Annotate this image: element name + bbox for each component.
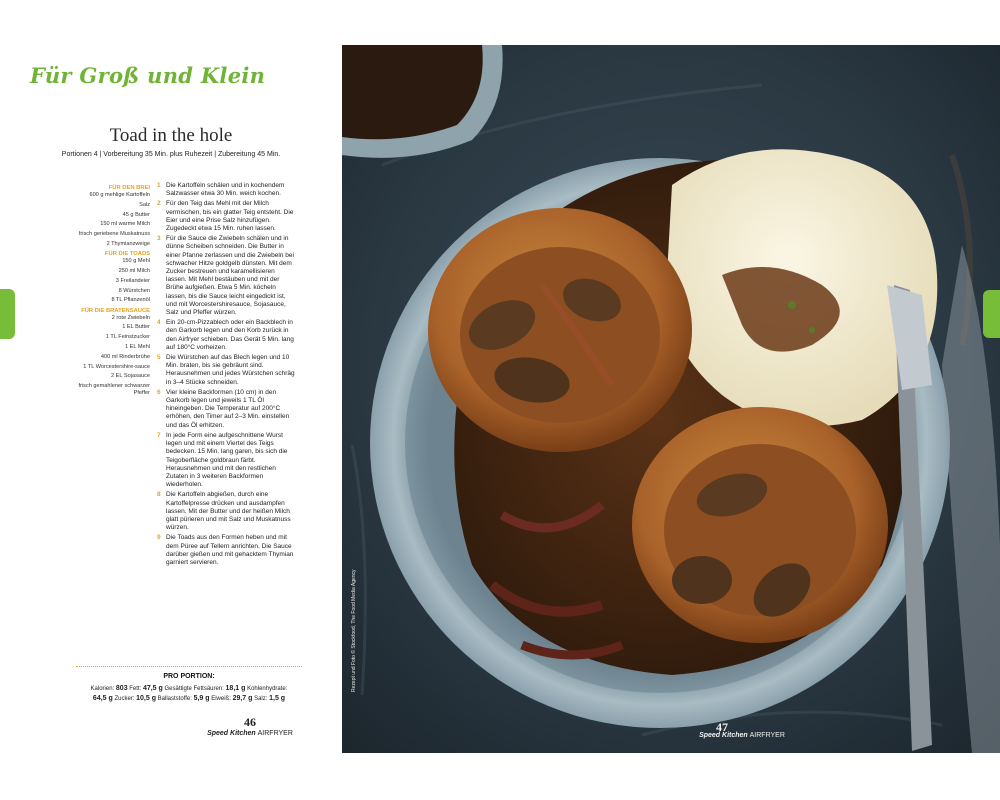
method-step [157, 491, 295, 532]
recipe-meta: Portionen 4 | Vorbereitung 35 Min. plus Ruhezeit | Zubereitung 45 Min. [61, 151, 281, 158]
ingredient-item: frisch gemahlener schwarzer Pfeffer [78, 383, 150, 397]
method-step [157, 235, 295, 317]
ingredient-group-header: FÜR DIE TOADS [105, 251, 150, 258]
ingredient-item: 2 rote Zwiebeln [111, 314, 150, 321]
ingredient-item: 600 g mehlige Kartoffeln [89, 192, 150, 198]
nutrition-line-1 [76, 685, 302, 692]
footer-brand: Speed Kitchen [207, 730, 256, 737]
step-number: 8 [157, 491, 161, 499]
right-page [342, 45, 1000, 753]
ingredient-item: 1 TL Feinstzucker [105, 334, 150, 341]
step-number: 1 [157, 182, 161, 189]
footer-brand: Speed Kitchen [699, 732, 748, 739]
step-number: 6 [157, 388, 161, 396]
ingredient-item: 150 ml warme Milch [100, 221, 150, 228]
step-text: Vier kleine Backformen (10 cm) in den Garkorb legen und jeweils 1 TL Öl hineingeben. Die Temperatur auf 200°C erhöhen, den Timer auf 2–3 Min. einstellen und das Öl erhitzen. [166, 388, 290, 429]
step-number: 3 [157, 235, 161, 243]
ingredient-item: 1 EL Butter [122, 324, 150, 331]
food-photo [342, 45, 1000, 753]
nutrition-value: 10,5 g [136, 695, 156, 702]
method-steps [157, 182, 295, 569]
ingredient-item: 8 TL Pflanzenöl [111, 297, 150, 304]
ingredient-item: 2 Thymianzweige [106, 240, 150, 247]
nutrition-label: Ballaststoffe: [157, 696, 192, 702]
nutrition-label: Kohlenhydrate: [247, 686, 288, 692]
nutrition-label: Salz: [254, 696, 268, 702]
ingredient-group-header: FÜR DEN BREI [108, 185, 150, 191]
step-number: 2 [157, 200, 161, 208]
nutrition-value: 29,7 g [232, 695, 253, 702]
ingredient-item: 150 g Mehl [122, 258, 150, 265]
photo-credit: Rezept und Foto © Stockfood, The Food Media Agency [351, 569, 357, 692]
method-step [157, 182, 295, 198]
nutrition-label: Fett: [129, 686, 142, 692]
nutrition-value: 47,5 g [142, 685, 163, 692]
step-text: Die Würstchen auf das Blech legen und 10 Min. braten, bis sie gebräunt sind. Herausnehmen und jedes Würstchen schräg in 3–4 Stücke schneiden. [166, 354, 295, 386]
page-tab-marker [983, 290, 1000, 338]
page-footer [642, 732, 842, 739]
nutrition-value: 803 [115, 685, 128, 692]
nutrition-value: 64,5 g [92, 695, 113, 702]
ingredient-item: 1 TL Worcestershire-sauce [83, 363, 150, 370]
ingredient-item: 400 ml Rinderbrühe [100, 353, 150, 360]
left-page [0, 45, 342, 753]
step-text: In jede Form eine aufgeschnittene Wurst legen und mit einem Viertel des Teigs bedecken. 15 Min. lang garen, bis sich die Teigoberfläche goldbraun färbt. Herausnehmen und mit den restlichen Zutaten in 3 weiteren Backformen wiederholen. [166, 431, 288, 489]
footer-topic: AIRFRYER [749, 732, 785, 739]
step-text: Für die Sauce die Zwiebeln schälen und in dünne Scheiben schneiden. Die Butter in einer Pfanne zerlassen und die Zwiebeln bei schwacher Hitze goldgelb dünsten. Mit dem Zucker bestreuen und karamellisieren lassen. Mit Mehl bestäuben und mit der Brühe aufgießen. Etwa 5 Min. köcheln lassen, bis die Sauce leicht eingedickt ist, und mit Worcestershiresauce, Sojasauce, Salz und Pfeffer würzen. [166, 235, 294, 317]
footer-topic: AIRFRYER [257, 730, 293, 737]
method-step [157, 534, 295, 567]
nutrition-divider [76, 666, 302, 667]
step-number: 9 [157, 534, 161, 542]
ingredient-item: 2 EL Sojasauce [111, 373, 150, 380]
ingredient-item: frisch geriebene Muskatnuss [78, 231, 150, 238]
yorkshire-pudding-right [632, 407, 888, 643]
nutrition-label: Zucker: [114, 696, 135, 702]
method-step [157, 354, 295, 387]
ingredient-list [68, 182, 150, 400]
nutrition-label: Eiweiß: [211, 696, 231, 702]
step-text: Ein 20-cm-Pizzablech oder ein Backblech in den Garkorb legen und den Korb zurück in den Airfryer schieben. Das Gerät 5 Min. lang auf 180°C vorheizen. [166, 319, 294, 351]
ingredient-item: 8 Würstchen [118, 287, 150, 294]
page-tab-marker [0, 289, 15, 339]
step-text: Die Kartoffeln abgießen, durch eine Kartoffelpresse drücken und ausdampfen lassen. Mit der Butter und der heißen Milch glatt pürieren und mit Salz und Muskatnuss würzen. [166, 491, 291, 532]
method-step [157, 389, 295, 430]
section-heading: Für Groß und Klein [30, 63, 266, 88]
nutrition-line-2 [76, 695, 302, 702]
ingredient-item: 45 g Butter [122, 211, 150, 218]
ingredient-item: 1 EL Mehl [125, 343, 150, 350]
page-footer [150, 730, 350, 737]
nutrition-heading: PRO PORTION: [163, 673, 215, 680]
nutrition-label: Kalorien: [90, 686, 115, 692]
step-number: 7 [157, 431, 161, 439]
step-text: Für den Teig das Mehl mit der Milch vermischen, bis ein glatter Teig entsteht. Die Eier und eine Prise Salz hinzufügen. Zugedeckt etwa 15 Min. ruhen lassen. [166, 200, 294, 233]
ingredient-item: 3 Freilandeier [115, 277, 150, 284]
page-number: 46 [244, 715, 256, 729]
ingredient-item: 250 ml Milch [118, 267, 150, 274]
ingredient-group-header: FÜR DIE BRATENSAUCE [81, 307, 150, 314]
nutrition-value: 5,9 g [193, 695, 210, 702]
nutrition-value: 18,1 g [225, 685, 246, 692]
nutrition-value: 1,5 g [269, 695, 286, 702]
method-step [157, 432, 295, 489]
step-text: Die Toads aus den Formen heben und mit dem Püree auf Tellern anrichten. Die Sauce darüber gießen und mit gehacktem Thymian garniert servieren. [166, 534, 294, 566]
step-number: 4 [157, 319, 161, 327]
ingredient-item: Salz [139, 201, 150, 208]
recipe-title: Toad in the hole [109, 125, 233, 146]
page-number: 47 [716, 720, 728, 734]
step-text: Die Kartoffeln schälen und in kochendem Salzwasser etwa 30 Min. weich kochen. [166, 182, 285, 198]
method-step [157, 200, 295, 233]
nutrition-label: Gesättigte Fettsäuren: [164, 686, 224, 692]
step-number: 5 [157, 354, 161, 362]
method-step [157, 319, 295, 352]
yorkshire-pudding-left [428, 208, 692, 452]
